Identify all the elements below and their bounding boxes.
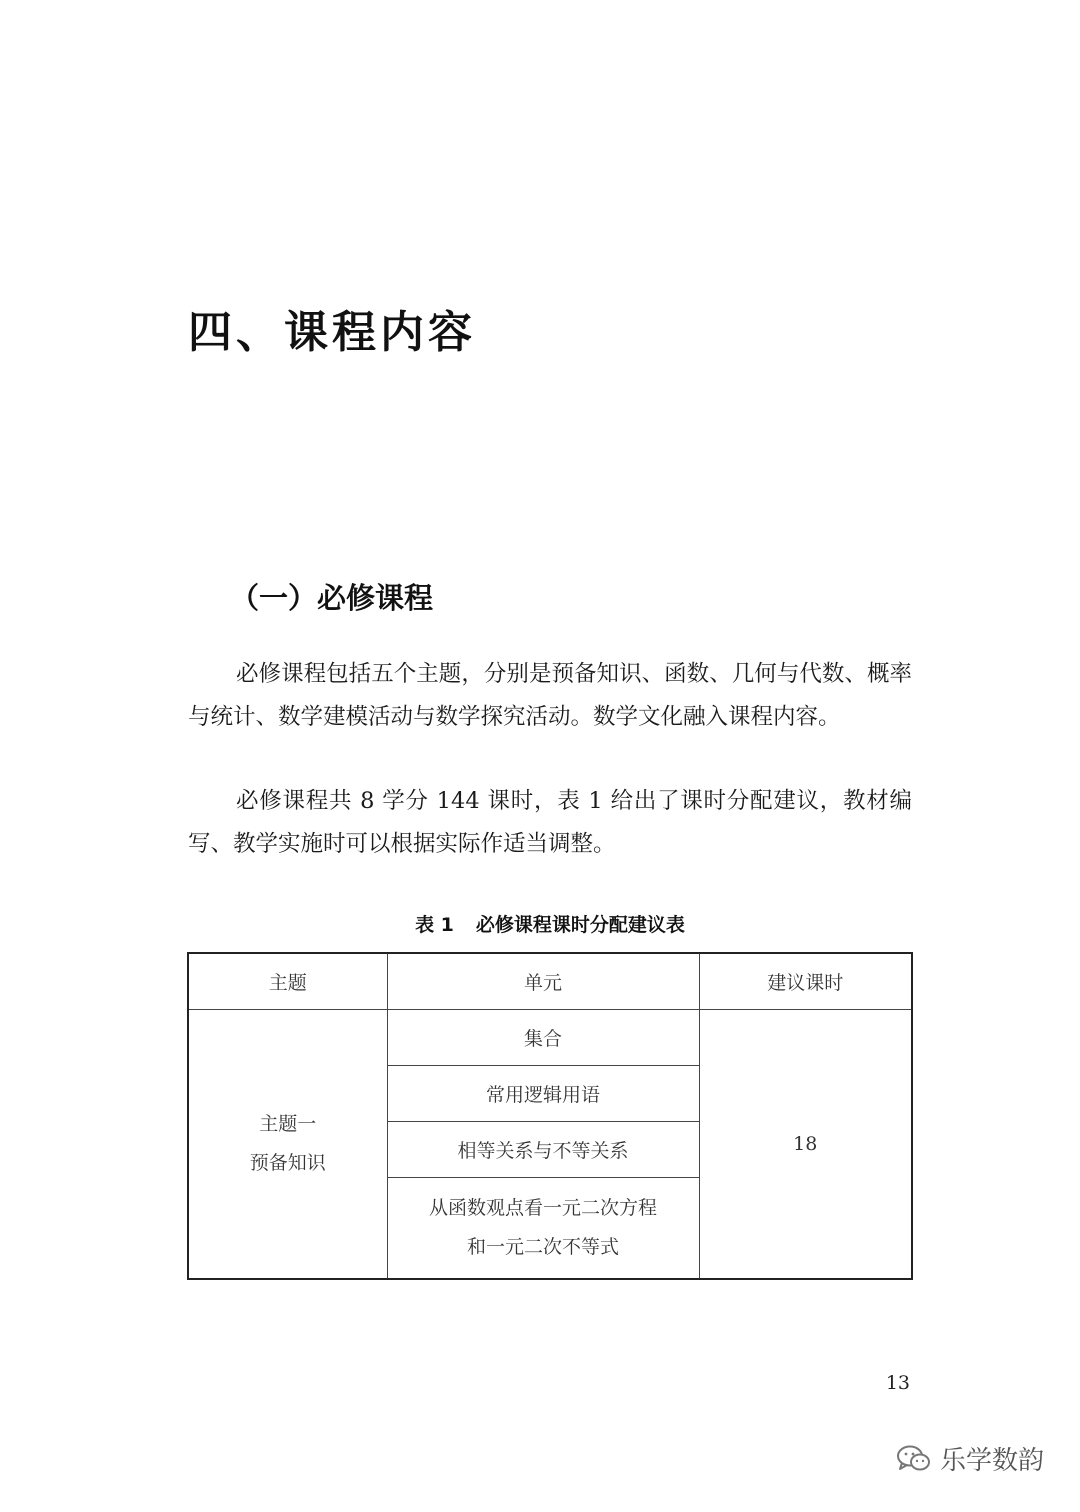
unit-line: 从函数观点看一元二次方程 <box>428 1197 657 1219</box>
unit-cell: 常用逻辑用语 <box>387 1066 699 1122</box>
watermark-text: 乐学数韵 <box>939 1446 1044 1476</box>
table-caption <box>188 910 912 937</box>
table-row <box>188 1010 912 1066</box>
hours-cell: 18 <box>699 1010 912 1280</box>
theme-label: 主题一 <box>259 1113 317 1135</box>
theme-name: 预备知识 <box>249 1152 326 1174</box>
unit-cell: 相等关系与不等关系 <box>387 1122 699 1178</box>
table-caption-title: 必修课程课时分配建议表 <box>475 914 685 936</box>
paragraph: 必修课程包括五个主题，分别是预备知识、函数、几何与代数、概率与统计、数学建模活动与数学探究活动。数学文化融入课程内容。 <box>188 661 912 730</box>
header-unit: 单元 <box>387 953 699 1010</box>
section-title: （一）必修课程 <box>230 581 434 615</box>
watermark <box>896 1440 1044 1477</box>
chapter-title: 四、课程内容 <box>188 307 476 358</box>
page-number: 13 <box>885 1372 910 1394</box>
theme-cell <box>188 1010 387 1280</box>
unit-cell: 集合 <box>387 1010 699 1066</box>
header-theme: 主题 <box>188 953 387 1010</box>
table-caption-number: 表 1 <box>415 914 454 936</box>
unit-line: 和一元二次不等式 <box>466 1236 619 1258</box>
course-hours-table <box>187 952 913 1280</box>
unit-cell <box>387 1178 699 1280</box>
paragraph: 必修课程共 8 学分 144 课时，表 1 给出了课时分配建议，教材编写、教学实施时可以根据实际作适当调整。 <box>188 788 912 857</box>
table-header-row <box>188 953 912 1010</box>
header-hours: 建议课时 <box>699 953 912 1010</box>
wechat-icon <box>896 1444 932 1474</box>
